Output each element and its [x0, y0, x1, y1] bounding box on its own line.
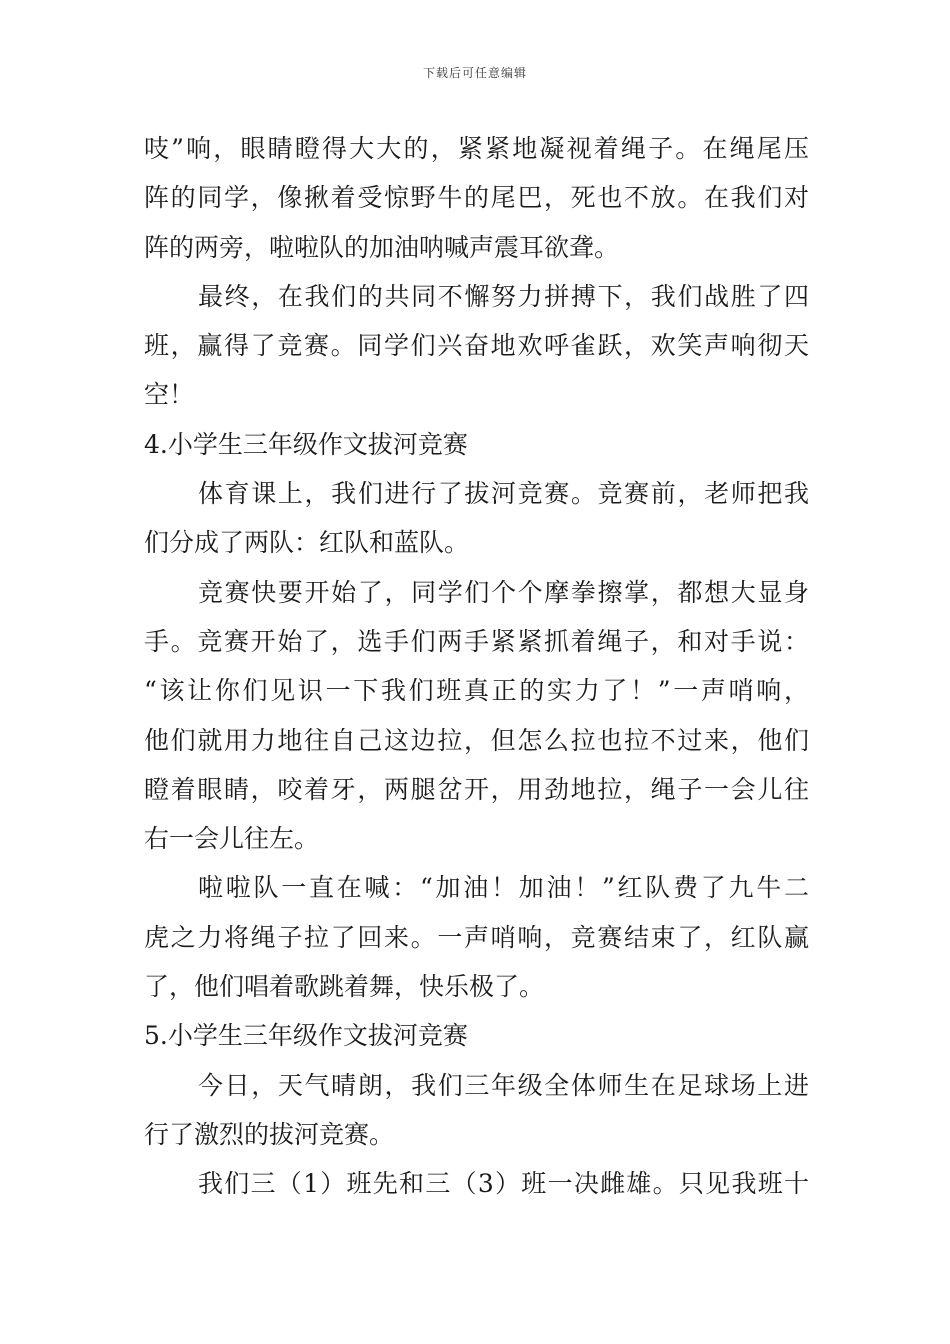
- document-body: [144, 124, 809, 1209]
- text-line: 行了激烈的拔河竞赛。: [144, 1119, 395, 1149]
- text-line: 班，赢得了竞赛。同学们兴奋地欢呼雀跃，欢笑声响彻天: [144, 331, 809, 361]
- text-line: 最终，在我们的共同不懈努力拼搏下，我们战胜了四: [198, 281, 809, 311]
- text-line: 我们三（1）班先和三（3）班一决雌雄。只见我班十: [198, 1169, 809, 1199]
- text-line: 体育课上，我们进行了拔河竞赛。竞赛前，老师把我: [198, 479, 809, 509]
- text-line: 今日，天气晴朗，我们三年级全体师生在足球场上进: [198, 1070, 809, 1100]
- text-line: 他们就用力地往自己这边拉，但怎么拉也拉不过来，他们: [144, 725, 809, 755]
- text-line: 啦啦队一直在喊：“加油！加油！”红队费了九牛二: [198, 873, 809, 903]
- text-line: 吱”响，眼睛瞪得大大的，紧紧地凝视着绳子。在绳尾压: [144, 134, 809, 163]
- text-line: 5.小学生三年级作文拔河竞赛: [144, 1021, 468, 1051]
- text-line: 阵的同学，像揪着受惊野牛的尾巴，死也不放。在我们对: [144, 183, 809, 213]
- page-header: 下载后可任意编辑: [422, 66, 527, 80]
- text-line: 虎之力将绳子拉了回来。一声哨响，竞赛结束了，红队赢: [144, 922, 809, 952]
- text-line: 阵的两旁，啦啦队的加油呐喊声震耳欲聋。: [144, 232, 620, 262]
- text-line: 4.小学生三年级作文拔河竞赛: [144, 429, 468, 459]
- text-line: “该让你们见识一下我们班真正的实力了！”一声哨响，: [144, 676, 809, 706]
- text-line: 们分成了两队：红队和蓝队。: [144, 528, 470, 558]
- text-line: 手。竞赛开始了，选手们两手紧紧抓着绳子，和对手说：: [144, 626, 809, 656]
- text-line: 右一会儿往左。: [144, 824, 320, 854]
- text-line: 空！: [144, 380, 195, 410]
- text-line: 瞪着眼睛，咬着牙，两腿岔开，用劲地拉，绳子一会儿往: [144, 774, 809, 804]
- text-line: 了，他们唱着歌跳着舞，快乐极了。: [144, 972, 545, 1002]
- text-line: 竞赛快要开始了，同学们个个摩拳擦掌，都想大显身: [198, 577, 809, 607]
